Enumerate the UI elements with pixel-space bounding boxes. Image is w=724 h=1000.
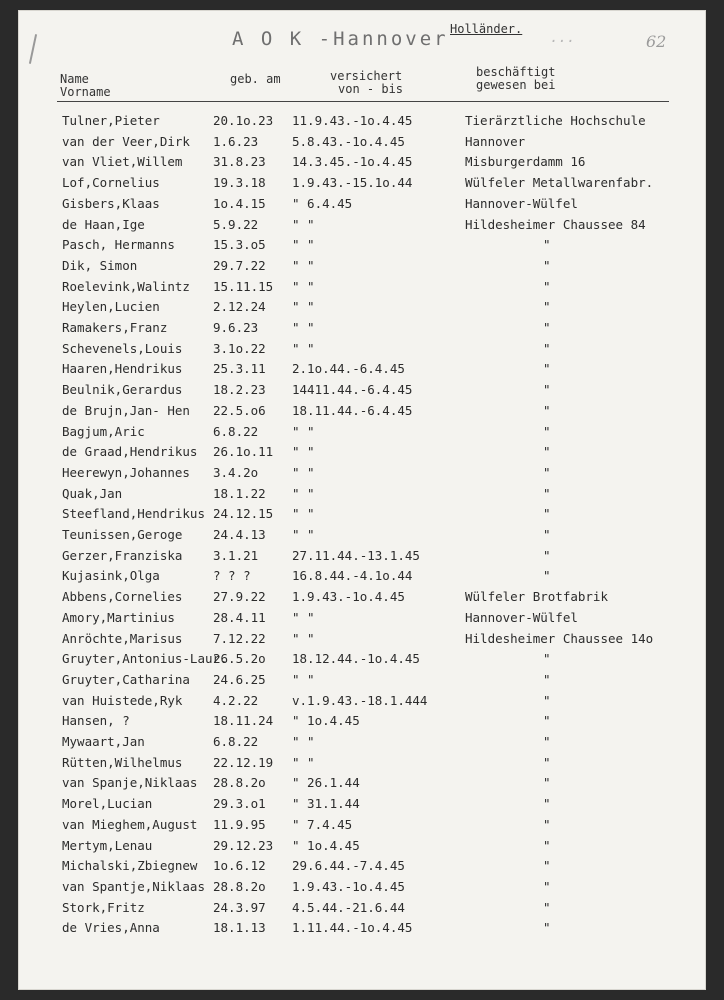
table-row bbox=[0, 838, 724, 860]
handwritten-annotation: ... bbox=[550, 30, 576, 46]
birth-date: 31.8.23 bbox=[213, 154, 266, 170]
table-row bbox=[0, 548, 724, 570]
table-row bbox=[0, 113, 724, 135]
insured-period: " 1o.4.45 bbox=[292, 713, 360, 729]
person-name: Abbens,Cornelies bbox=[62, 589, 183, 605]
employer: " bbox=[543, 402, 551, 418]
table-row bbox=[0, 134, 724, 156]
employer: Hannover-Wülfel bbox=[465, 609, 578, 625]
table-row bbox=[0, 900, 724, 922]
table-row bbox=[0, 568, 724, 590]
insured-period: " " bbox=[292, 609, 315, 625]
header-insured: versichert bbox=[330, 69, 403, 83]
insured-period: " " bbox=[292, 216, 315, 232]
table-row bbox=[0, 610, 724, 632]
insured-period: " 26.1.44 bbox=[292, 775, 360, 791]
person-name: Quak,Jan bbox=[62, 485, 123, 501]
birth-date: 27.9.22 bbox=[213, 589, 266, 605]
person-name: Mywaart,Jan bbox=[62, 734, 145, 749]
birth-date: 24.12.15 bbox=[213, 506, 274, 522]
person-name: Gisbers,Klaas bbox=[62, 195, 160, 211]
person-name: Bagjum,Aric bbox=[62, 423, 145, 439]
birth-date: 29.12.23 bbox=[213, 837, 274, 853]
table-row bbox=[0, 775, 724, 797]
person-name: Tulner,Pieter bbox=[62, 113, 160, 128]
person-name: Teunissen,Geroge bbox=[62, 527, 183, 542]
header-name: Name bbox=[60, 72, 89, 86]
employer: " bbox=[543, 361, 551, 377]
birth-date: 6.8.22 bbox=[213, 734, 259, 749]
employer: " bbox=[543, 299, 551, 315]
insured-period: " " bbox=[292, 464, 315, 480]
insured-period: " " bbox=[292, 423, 315, 439]
insured-period: " " bbox=[292, 485, 315, 501]
insured-period: " 31.1.44 bbox=[292, 796, 360, 812]
insured-period: 5.8.43.-1o.4.45 bbox=[292, 133, 405, 149]
insured-period: 27.11.44.-13.1.45 bbox=[292, 547, 420, 563]
table-row bbox=[0, 527, 724, 549]
employer: Hildesheimer Chaussee 84 bbox=[465, 216, 646, 232]
birth-date: 1o.6.12 bbox=[213, 858, 266, 874]
employer: Tierärztliche Hochschule bbox=[465, 113, 646, 128]
employer: Hannover bbox=[465, 133, 526, 149]
table-row bbox=[0, 734, 724, 756]
birth-date: 18.1.22 bbox=[213, 485, 266, 501]
birth-date: 29.3.o1 bbox=[213, 796, 266, 812]
insured-period: " 7.4.45 bbox=[292, 816, 353, 832]
table-row bbox=[0, 175, 724, 197]
employer: " bbox=[543, 816, 551, 832]
employer: " bbox=[543, 527, 551, 542]
header-rule bbox=[57, 101, 669, 102]
insured-period: 18.12.44.-1o.4.45 bbox=[292, 651, 420, 667]
table-row bbox=[0, 279, 724, 301]
insured-period: " " bbox=[292, 237, 315, 253]
insured-period: 2.1o.44.-6.4.45 bbox=[292, 361, 405, 377]
employer: " bbox=[543, 278, 551, 294]
insured-period: " " bbox=[292, 754, 315, 770]
insured-period: " " bbox=[292, 734, 315, 749]
table-row bbox=[0, 920, 724, 942]
birth-date: 1o.4.15 bbox=[213, 195, 266, 211]
person-name: Mertym,Lenau bbox=[62, 837, 153, 853]
insured-period: v.1.9.43.-18.1.444 bbox=[292, 692, 428, 708]
person-name: Kujasink,Olga bbox=[62, 568, 160, 584]
table-row bbox=[0, 693, 724, 715]
person-name: Ramakers,Franz bbox=[62, 320, 168, 335]
employer: " bbox=[543, 485, 551, 501]
employer: " bbox=[543, 320, 551, 335]
birth-date: 15.3.o5 bbox=[213, 237, 266, 253]
person-name: van der Veer,Dirk bbox=[62, 133, 190, 149]
birth-date: 28.8.2o bbox=[213, 775, 266, 791]
employer: Wülfeler Brotfabrik bbox=[465, 589, 608, 605]
birth-date: 3.4.2o bbox=[213, 464, 259, 480]
insured-period: 1.9.43.-1o.4.45 bbox=[292, 878, 405, 894]
table-row bbox=[0, 879, 724, 901]
person-name: Morel,Lucian bbox=[62, 796, 153, 812]
birth-date: 28.8.2o bbox=[213, 878, 266, 894]
insured-period: 14.3.45.-1o.4.45 bbox=[292, 154, 413, 170]
birth-date: 24.4.13 bbox=[213, 527, 266, 542]
person-name: Pasch, Hermanns bbox=[62, 237, 175, 253]
person-name: van Spantje,Niklaas bbox=[62, 878, 205, 894]
insured-period: 16.8.44.-4.1o.44 bbox=[292, 568, 413, 584]
table-row bbox=[0, 424, 724, 446]
insured-period: 14411.44.-6.4.45 bbox=[292, 382, 413, 398]
person-name: de Vries,Anna bbox=[62, 920, 160, 936]
table-row bbox=[0, 631, 724, 653]
table-row bbox=[0, 320, 724, 342]
birth-date: 22.5.o6 bbox=[213, 402, 266, 418]
insured-period: " " bbox=[292, 278, 315, 294]
table-row bbox=[0, 341, 724, 363]
person-name: de Brujn,Jan- Hen bbox=[62, 402, 190, 418]
employer: " bbox=[543, 671, 551, 687]
page-number: 62 bbox=[646, 32, 667, 51]
person-name: Anröchte,Marisus bbox=[62, 630, 183, 646]
birth-date: 19.3.18 bbox=[213, 175, 266, 191]
person-name: de Graad,Hendrikus bbox=[62, 444, 198, 460]
person-name: Heylen,Lucien bbox=[62, 299, 160, 315]
insured-period: " 1o.4.45 bbox=[292, 837, 360, 853]
insured-period: " " bbox=[292, 506, 315, 522]
table-row bbox=[0, 486, 724, 508]
birth-date: 18.1.13 bbox=[213, 920, 266, 936]
birth-date: 18.2.23 bbox=[213, 382, 266, 398]
birth-date: 24.3.97 bbox=[213, 899, 266, 915]
employer: " bbox=[543, 257, 551, 273]
header-firstname: Vorname bbox=[60, 85, 111, 99]
table-row bbox=[0, 713, 724, 735]
insured-period: " 6.4.45 bbox=[292, 195, 353, 211]
employer: " bbox=[543, 796, 551, 812]
birth-date: 20.1o.23 bbox=[213, 113, 274, 128]
employer: " bbox=[543, 506, 551, 522]
person-name: Michalski,Zbiegnew bbox=[62, 858, 198, 874]
document-title: A O K -Hannover bbox=[232, 28, 449, 50]
table-row bbox=[0, 672, 724, 694]
header-employed-at: gewesen bei bbox=[476, 78, 556, 92]
person-name: Roelevink,Walintz bbox=[62, 278, 190, 294]
employer: " bbox=[543, 651, 551, 667]
table-row bbox=[0, 506, 724, 528]
table-row bbox=[0, 382, 724, 404]
insured-period: " " bbox=[292, 257, 315, 273]
header-employed: beschäftigt bbox=[476, 65, 556, 79]
insured-period: " " bbox=[292, 320, 315, 335]
table-row bbox=[0, 651, 724, 673]
table-row bbox=[0, 796, 724, 818]
employer: " bbox=[543, 899, 551, 915]
employer: Hildesheimer Chaussee 14o bbox=[465, 630, 654, 646]
employer: " bbox=[543, 444, 551, 460]
table-row bbox=[0, 858, 724, 880]
employer: " bbox=[543, 734, 551, 749]
person-name: van Huistede,Ryk bbox=[62, 692, 183, 708]
birth-date: ? ? ? bbox=[213, 568, 251, 584]
birth-date: 7.12.22 bbox=[213, 630, 266, 646]
person-name: Schevenels,Louis bbox=[62, 340, 183, 356]
person-name: Beulnik,Gerardus bbox=[62, 382, 183, 398]
person-name: Lof,Cornelius bbox=[62, 175, 160, 191]
person-name: Haaren,Hendrikus bbox=[62, 361, 183, 377]
birth-date: 29.7.22 bbox=[213, 257, 266, 273]
birth-date: 3.1o.22 bbox=[213, 340, 266, 356]
birth-date: 1.6.23 bbox=[213, 133, 259, 149]
person-name: Heerewyn,Johannes bbox=[62, 464, 190, 480]
insured-period: 1.9.43.-15.1o.44 bbox=[292, 175, 413, 191]
birth-date: 18.11.24 bbox=[213, 713, 274, 729]
table-row bbox=[0, 403, 724, 425]
employer: " bbox=[543, 423, 551, 439]
person-name: Hansen, ? bbox=[62, 713, 130, 729]
employer: " bbox=[543, 920, 551, 936]
person-name: Gerzer,Franziska bbox=[62, 547, 183, 563]
employer: Misburgerdamm 16 bbox=[465, 154, 586, 170]
insured-period: 11.9.43.-1o.4.45 bbox=[292, 113, 413, 128]
table-row bbox=[0, 217, 724, 239]
birth-date: 11.9.95 bbox=[213, 816, 266, 832]
employer: " bbox=[543, 382, 551, 398]
table-row bbox=[0, 154, 724, 176]
person-name: Steefland,Hendrikus bbox=[62, 506, 205, 522]
insured-period: " " bbox=[292, 340, 315, 356]
employer: " bbox=[543, 568, 551, 584]
employer: " bbox=[543, 837, 551, 853]
insured-period: " " bbox=[292, 299, 315, 315]
person-name: Gruyter,Catharina bbox=[62, 671, 190, 687]
person-name: Dik, Simon bbox=[62, 257, 138, 273]
person-name: de Haan,Ige bbox=[62, 216, 145, 232]
header-birth: geb. am bbox=[230, 72, 281, 86]
insured-period: " " bbox=[292, 444, 315, 460]
employer: " bbox=[543, 858, 551, 874]
birth-date: 26.1o.11 bbox=[213, 444, 274, 460]
insured-period: 1.9.43.-1o.4.45 bbox=[292, 589, 405, 605]
birth-date: 6.8.22 bbox=[213, 423, 259, 439]
table-row bbox=[0, 817, 724, 839]
employer: " bbox=[543, 754, 551, 770]
table-row bbox=[0, 196, 724, 218]
table-row bbox=[0, 258, 724, 280]
birth-date: 2.12.24 bbox=[213, 299, 266, 315]
employer: " bbox=[543, 237, 551, 253]
person-name: van Mieghem,August bbox=[62, 816, 198, 832]
table-row bbox=[0, 465, 724, 487]
birth-date: 5.9.22 bbox=[213, 216, 259, 232]
table-row bbox=[0, 361, 724, 383]
birth-date: 26.5.2o bbox=[213, 651, 266, 667]
person-name: van Vliet,Willem bbox=[62, 154, 183, 170]
employer: " bbox=[543, 713, 551, 729]
insured-period: 18.11.44.-6.4.45 bbox=[292, 402, 413, 418]
table-row bbox=[0, 755, 724, 777]
employer: Hannover-Wülfel bbox=[465, 195, 578, 211]
birth-date: 28.4.11 bbox=[213, 609, 266, 625]
insured-period: 29.6.44.-7.4.45 bbox=[292, 858, 405, 874]
birth-date: 15.11.15 bbox=[213, 278, 274, 294]
table-row bbox=[0, 589, 724, 611]
employer: " bbox=[543, 775, 551, 791]
table-row bbox=[0, 299, 724, 321]
employer: " bbox=[543, 692, 551, 708]
employer: " bbox=[543, 464, 551, 480]
person-name: Stork,Fritz bbox=[62, 899, 145, 915]
birth-date: 9.6.23 bbox=[213, 320, 259, 335]
person-name: Rütten,Wilhelmus bbox=[62, 754, 183, 770]
employer: " bbox=[543, 340, 551, 356]
document-subtitle: Holländer. bbox=[450, 22, 523, 36]
header-insured-range: von - bis bbox=[338, 82, 404, 96]
person-name: Amory,Martinius bbox=[62, 609, 175, 625]
insured-period: 4.5.44.-21.6.44 bbox=[292, 899, 405, 915]
table-row bbox=[0, 444, 724, 466]
employer: " bbox=[543, 878, 551, 894]
employer: Wülfeler Metallwarenfabr. bbox=[465, 175, 654, 191]
insured-period: " " bbox=[292, 527, 315, 542]
person-name: Gruyter,Antonius-Laur. bbox=[62, 651, 228, 667]
employer: " bbox=[543, 547, 551, 563]
insured-period: " " bbox=[292, 671, 315, 687]
birth-date: 22.12.19 bbox=[213, 754, 274, 770]
table-row bbox=[0, 237, 724, 259]
birth-date: 25.3.11 bbox=[213, 361, 266, 377]
birth-date: 4.2.22 bbox=[213, 692, 259, 708]
insured-period: " " bbox=[292, 630, 315, 646]
insured-period: 1.11.44.-1o.4.45 bbox=[292, 920, 413, 936]
birth-date: 3.1.21 bbox=[213, 547, 259, 563]
person-name: van Spanje,Niklaas bbox=[62, 775, 198, 791]
birth-date: 24.6.25 bbox=[213, 671, 266, 687]
